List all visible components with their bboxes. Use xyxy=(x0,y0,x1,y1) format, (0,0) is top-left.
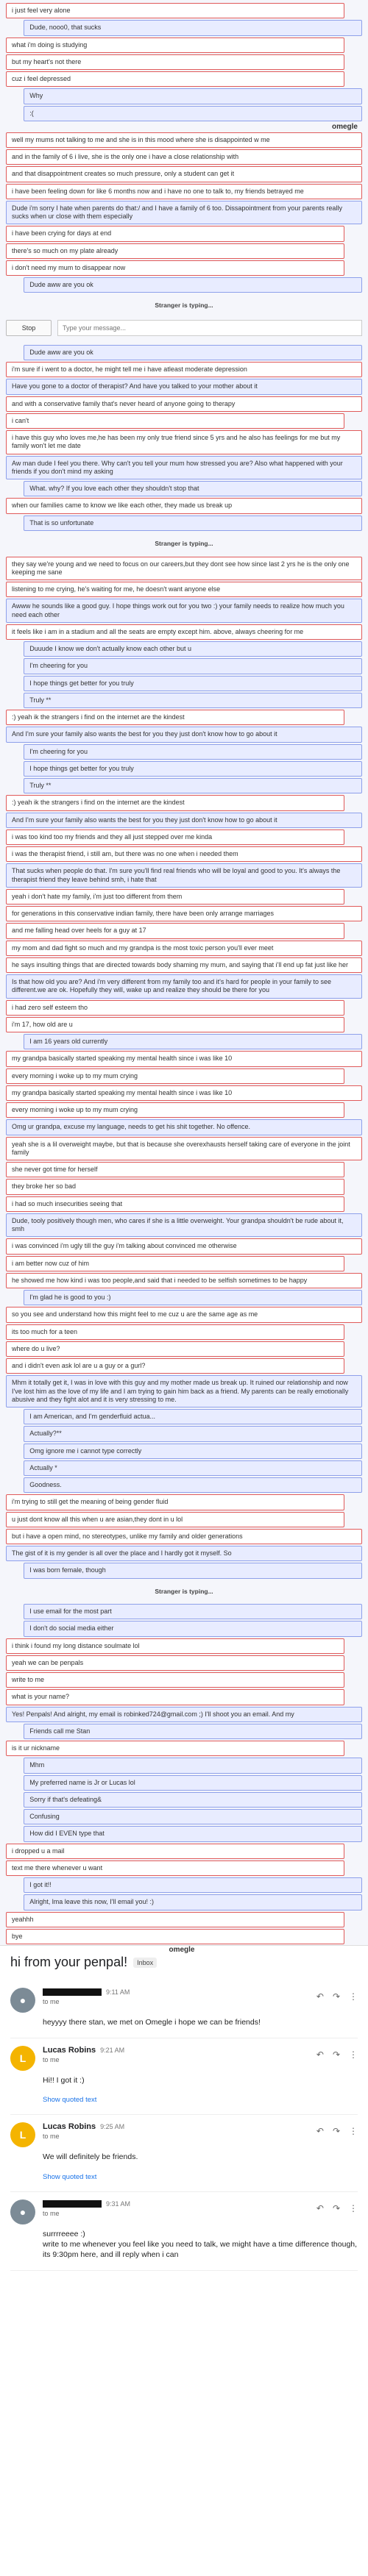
you-message: but i have a open mind, no stereotypes, unlike my family and older generations xyxy=(6,1529,362,1544)
you-message: i have this guy who loves me,he has been my only true friend since 5 yrs and he also has feelings for me but my family won't let me date xyxy=(6,430,362,454)
you-message: my mom and dad fight so much and my grandpa is the most toxic person you'll ever meet xyxy=(6,941,362,956)
you-message: i was convinced i'm ugly till the guy i'm talking about convinced me otherwise xyxy=(6,1238,362,1254)
message-group xyxy=(6,132,362,293)
email-message[interactable] xyxy=(10,1980,358,2038)
email-message[interactable] xyxy=(10,2192,358,2272)
sender-block xyxy=(43,2122,124,2140)
input-bar xyxy=(6,318,362,338)
reply-all-icon[interactable]: ↷ xyxy=(332,2202,340,2213)
you-message: yeah i don't hate my family, i'm just too different from them xyxy=(6,889,344,905)
stranger-message: What. why? If you love each other they shouldn't stop that xyxy=(24,481,362,496)
you-message: i'm sure if i went to a doctor, he might tell me i have atleast moderate depression xyxy=(6,362,362,377)
show-quoted-text-link[interactable]: Show quoted text xyxy=(43,2172,97,2181)
stranger-message: That sucks when people do that. I'm sure you'll find real friends who will be loyal and good to you. It's always the therapist friend they leave behind smh, i hate that xyxy=(6,863,362,888)
stranger-message: Have you gone to a doctor of therapist? And have you talked to your mother about it xyxy=(6,379,362,394)
stranger-message: Omg ignore me i cannot type correctly xyxy=(24,1444,362,1459)
typing-indicator: Stranger is typing... xyxy=(155,1587,213,1595)
you-message: i had zero self esteem tho xyxy=(6,1000,344,1016)
stranger-message: Mhm it totally get it, I was in love with this guy and my mother made us break up. It ruined our relationship and now I've lost him as the love of my life and I am trying to gain him back as a friend. My parents can be really emotionally abusive and they fight alot and it is very stressing to me. xyxy=(6,1375,362,1407)
email-header xyxy=(43,1988,358,2005)
stranger-message: Dude i'm sorry I hate when parents do that:/ and I have a family of 6 too. Dissapointment from your parents really sucks when ur close with them especially xyxy=(6,201,362,225)
stranger-message: I am 16 years old currently xyxy=(24,1034,362,1049)
sender-name: Lucas Robins xyxy=(43,2122,96,2132)
sender-block xyxy=(43,1988,130,2005)
reply-all-icon[interactable]: ↷ xyxy=(332,2049,340,2061)
stranger-message: My preferred name is Jr or Lucas lol xyxy=(24,1775,362,1791)
stranger-message: Dude aww are you ok xyxy=(24,345,362,360)
you-message: i can't xyxy=(6,413,344,429)
reply-icon[interactable]: ↶ xyxy=(316,2126,324,2137)
you-message: yeahhh xyxy=(6,1912,344,1927)
you-message: :) yeah ik the strangers i find on the internet are the kindest xyxy=(6,795,344,810)
stranger-message: Sorry if that's defeating& xyxy=(24,1792,362,1808)
you-message: there's so much on my plate already xyxy=(6,243,344,259)
email-header xyxy=(43,2199,358,2217)
stranger-message: I was born female, though xyxy=(24,1563,362,1578)
you-message: i'm trying to still get the meaning of being gender fluid xyxy=(6,1494,344,1510)
omegle-watermark: omegle xyxy=(169,1946,195,1955)
email-actions xyxy=(316,2049,358,2060)
you-message: what i'm doing is studying xyxy=(6,38,344,53)
stranger-message: Duuude I know we don't actually know each other but u xyxy=(24,641,362,657)
message-group xyxy=(6,345,362,531)
email-time: 9:31 AM xyxy=(106,2199,131,2208)
stranger-message: Actually?** xyxy=(24,1426,362,1441)
stranger-message: I'm cheering for you xyxy=(24,744,362,760)
email-subject-row xyxy=(10,1955,358,1970)
recipient-label[interactable]: to me xyxy=(43,2209,60,2217)
recipient-label[interactable]: to me xyxy=(43,1998,60,2005)
sender-block xyxy=(43,2046,124,2063)
avatar: ● xyxy=(10,2199,35,2224)
you-message: cuz i feel depressed xyxy=(6,71,344,87)
stranger-message: I am American, and I'm genderfluid actua... xyxy=(24,1409,362,1424)
typing-indicator: Stranger is typing... xyxy=(155,539,213,547)
email-actions xyxy=(316,2203,358,2213)
you-message: and me falling head over heels for a guy at 17 xyxy=(6,923,344,938)
stranger-message: Aw man dude I feel you there. Why can't you tell your mum how stressed you are? Also what happened with your friends if you don't mind my asking xyxy=(6,456,362,480)
you-message: it feels like i am in a stadium and all the seats are empty except him. above, always cheering for me xyxy=(6,624,362,640)
email-message[interactable] xyxy=(10,2038,358,2115)
typing-indicator: Stranger is typing... xyxy=(155,302,213,310)
you-message: is it ur nickname xyxy=(6,1741,344,1756)
you-message: i am better now cuz of him xyxy=(6,1256,344,1271)
you-message: so you see and understand how this might feel to me cuz u are the same age as me xyxy=(6,1307,362,1322)
email-time: 9:11 AM xyxy=(106,1988,130,1996)
avatar: L xyxy=(10,2122,35,2147)
you-message: and that disappointment creates so much pressure, only a student can get it xyxy=(6,166,362,182)
email-body xyxy=(43,2046,358,2104)
stranger-message: I hope things get better for you truly xyxy=(24,676,362,691)
stranger-message: Awww he sounds like a good guy. I hope things work out for you two :) your family needs to realize how much you need each other xyxy=(6,599,362,623)
email-text: surrrreeee :) write to me whenever you feel like you need to talk, we might have a time difference though, its 9:30pm here, and ill reply when i can xyxy=(43,2229,358,2259)
email-text: Hi!! I got it :) xyxy=(43,2076,85,2086)
you-message: they broke her so bad xyxy=(6,1179,344,1194)
redacted-name xyxy=(43,1988,102,1996)
stranger-message: I got it!! xyxy=(24,1877,362,1893)
more-vert-icon[interactable]: ⋮ xyxy=(349,1991,358,2002)
avatar: L xyxy=(10,2046,35,2071)
stranger-message: Alright, lma leave this now, I'll email you! :) xyxy=(24,1894,362,1910)
stranger-message: Omg ur grandpa, excuse my language, needs to get his shit together. No offence. xyxy=(6,1119,362,1135)
you-message: bye xyxy=(6,1929,344,1944)
you-message: she never got time for herself xyxy=(6,1162,344,1177)
email-time: 9:21 AM xyxy=(100,2047,125,2055)
you-message: i have been feeling down for like 6 months now and i have no one to talk to, my friends betrayed me xyxy=(6,184,362,199)
stranger-message: I don't do social media either xyxy=(24,1621,362,1636)
redacted-name xyxy=(43,2200,102,2208)
email-message[interactable] xyxy=(10,2115,358,2191)
you-message: and in the family of 6 i live, she is the only one i have a close relationship with xyxy=(6,149,362,165)
you-message: i had so much insecurities seeing that xyxy=(6,1196,344,1212)
stranger-message: I'm glad he is good to you :) xyxy=(24,1290,362,1305)
you-message: he showed me how kind i was too people,and said that i needed to be selfish sometimes to be happy xyxy=(6,1273,362,1288)
you-message: when our families came to know we like each other, they made us break up xyxy=(6,498,362,513)
stranger-message: The gist of it is my gender is all over the place and I hardly got it myself. So xyxy=(6,1546,362,1561)
you-message: listening to me crying, he's waiting for me, he doesn't want anyone else xyxy=(6,582,362,597)
stranger-message: How did I EVEN type that xyxy=(24,1826,362,1841)
you-message: my grandpa basically started speaking my mental health since i was like 10 xyxy=(6,1051,362,1066)
more-vert-icon[interactable]: ⋮ xyxy=(349,2126,358,2137)
reply-icon[interactable]: ↶ xyxy=(316,2202,324,2213)
you-message: they say we're young and we need to focus on our careers,but they dont see how since last 2 yrs he is the only one keeping me sane xyxy=(6,557,362,581)
you-message: i have been crying for days at end xyxy=(6,226,344,241)
recipient-label[interactable]: to me xyxy=(43,2056,60,2064)
email-subject: hi from your penpal! xyxy=(10,1955,128,1969)
stranger-message: I hope things get better for you truly xyxy=(24,761,362,777)
stranger-message: Mhm xyxy=(24,1758,362,1773)
stranger-message: Yes! Penpals! And alright, my email is robinked724@gmail.com ;) I'll shoot you an email. And my xyxy=(6,1707,362,1722)
you-message: i dropped u a mail xyxy=(6,1844,344,1859)
you-message: its too much for a teen xyxy=(6,1324,344,1340)
you-message: but my heart's not there xyxy=(6,54,344,70)
you-message: yeah we can be penpals xyxy=(6,1655,344,1671)
reply-all-icon[interactable]: ↷ xyxy=(332,2126,340,2137)
show-quoted-text-link[interactable]: Show quoted text xyxy=(43,2096,97,2105)
email-text: We will definitely be friends. xyxy=(43,2152,138,2162)
email-body xyxy=(43,2199,358,2261)
you-message: write to me xyxy=(6,1672,344,1688)
you-message: i don't need my mum to disappear now xyxy=(6,260,344,276)
you-message: yeah she is a lil overweight maybe, but that is because she overexhausts herself taking care of everyone in the joint family xyxy=(6,1137,362,1161)
message-group xyxy=(6,1604,362,1944)
email-body xyxy=(43,1988,358,2027)
message-group xyxy=(6,3,362,121)
email-actions xyxy=(316,1991,358,2002)
you-message: every morning i woke up to my mum crying xyxy=(6,1102,344,1118)
stranger-message: And I'm sure your family also wants the best for you they just don't know how to go about it xyxy=(6,727,362,742)
stranger-message: Confusing xyxy=(24,1809,362,1824)
reply-icon[interactable]: ↶ xyxy=(316,1991,324,2002)
stranger-message: Why xyxy=(24,88,362,104)
avatar: ● xyxy=(10,1988,35,2013)
more-vert-icon[interactable]: ⋮ xyxy=(349,2202,358,2213)
you-message: and i didn't even ask lol are u a guy or a gurl? xyxy=(6,1358,344,1374)
you-message: i think i found my long distance soulmate lol xyxy=(6,1638,344,1654)
stranger-message: Truly ** xyxy=(24,693,362,708)
you-message: where do u live? xyxy=(6,1341,344,1357)
email-list xyxy=(10,1980,358,2271)
you-message: for generations in this conservative indian family, there have been only arrange marriages xyxy=(6,906,362,921)
recipient-label[interactable]: to me xyxy=(43,2133,60,2141)
you-message: what is your name? xyxy=(6,1689,344,1705)
stranger-message: Truly ** xyxy=(24,778,362,793)
stop-button[interactable]: Stop xyxy=(6,320,52,336)
stranger-message: Dude, tooly positively though men, who cares if she is a little overweight. Your grandpa shouldn't be rude about it, smh xyxy=(6,1213,362,1238)
sender-name xyxy=(43,2199,102,2208)
email-time: 9:25 AM xyxy=(100,2123,125,2131)
stranger-message: Friends call me Stan xyxy=(24,1724,362,1739)
stranger-message: Is that how old you are? And i'm very different from my family too and it's hard for people in your family to see different.we are ok. Hopefully they will, wake up and realize they should be there for you xyxy=(6,974,362,999)
you-message: and with a conservative family that's never heard of anyone going to therapy xyxy=(6,396,362,412)
you-message: well my mums not talking to me and she is in this mood where she is disappointed w me xyxy=(6,132,362,148)
stranger-message: :( xyxy=(24,106,362,121)
more-vert-icon[interactable]: ⋮ xyxy=(349,2049,358,2061)
email-text: heyyyy there stan, we met on Omegle i hope we can be friends! xyxy=(43,2018,261,2027)
you-message: i was too kind too my friends and they all just stepped over me kinda xyxy=(6,829,344,845)
email-header xyxy=(43,2046,358,2063)
stranger-message: That is so unfortunate xyxy=(24,515,362,531)
email-header xyxy=(43,2122,358,2140)
you-message: :) yeah ik the strangers i find on the internet are the kindest xyxy=(6,710,344,725)
you-message: i was the therapist friend, i still am, but there was no one when i needed them xyxy=(6,846,362,862)
sender-block xyxy=(43,2199,130,2217)
you-message: i just feel very alone xyxy=(6,3,344,18)
email-thread xyxy=(0,1945,368,2576)
sender-name xyxy=(43,1988,102,1997)
you-message: text me there whenever u want xyxy=(6,1860,344,1876)
sender-name: Lucas Robins xyxy=(43,2046,96,2055)
you-message: every morning i woke up to my mum crying xyxy=(6,1068,344,1084)
stranger-message: And I'm sure your family also wants the best for you they just don't know how to go about it xyxy=(6,813,362,828)
email-body xyxy=(43,2122,358,2180)
you-message: he says insulting things that are directed towards body shaming my mum, and saying that i'll end up fat just like her xyxy=(6,957,362,973)
stranger-message: Dude aww are you ok xyxy=(24,277,362,293)
stranger-message: Goodness. xyxy=(24,1477,362,1493)
reply-icon[interactable]: ↶ xyxy=(316,2049,324,2061)
stranger-message: Dude, nooo0, that sucks xyxy=(24,20,362,35)
email-actions xyxy=(316,2126,358,2136)
reply-all-icon[interactable]: ↷ xyxy=(332,1991,340,2002)
omegle-watermark: omegle xyxy=(331,122,358,131)
you-message: u just dont know all this when u are asian,they dont in u lol xyxy=(6,1512,344,1527)
you-message: i'm 17, how old are u xyxy=(6,1017,344,1032)
stranger-message: I'm cheering for you xyxy=(24,658,362,674)
message-group xyxy=(6,557,362,1579)
message-input[interactable] xyxy=(57,320,362,336)
you-message: my grandpa basically started speaking my mental health since i was like 10 xyxy=(6,1085,362,1101)
stranger-message: Actually * xyxy=(24,1460,362,1476)
inbox-label[interactable]: Inbox xyxy=(133,1958,157,1968)
stranger-message: I use email for the most part xyxy=(24,1604,362,1619)
